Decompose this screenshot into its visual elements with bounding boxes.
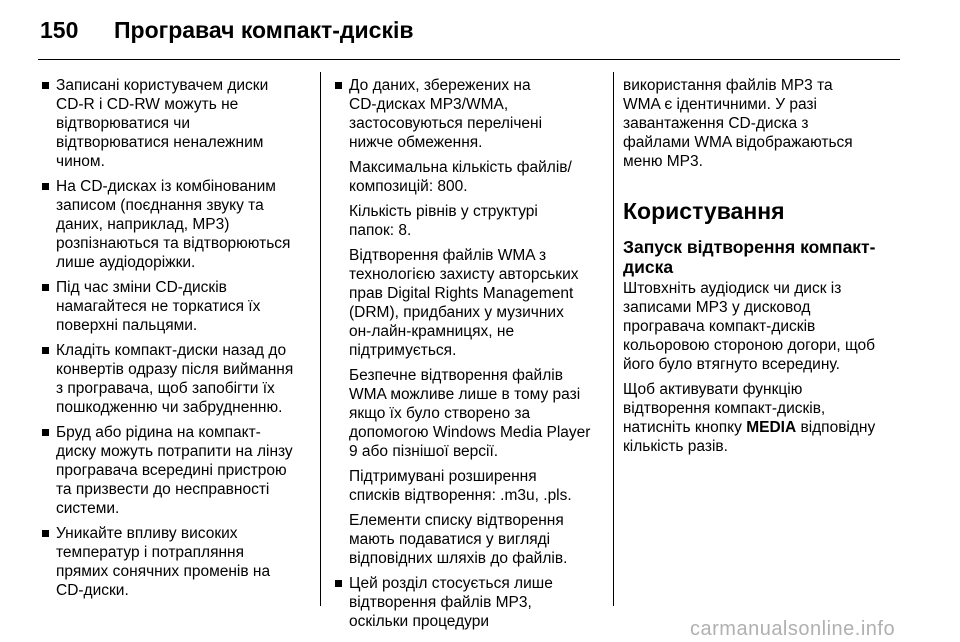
section-heading: Користування [623, 198, 785, 224]
header-rule [38, 59, 900, 60]
list-item: До даних, збережених на CD-дисках MP3/WMA, застосовуються перелічені нижче обмеження. [333, 76, 605, 152]
list-item: Кладіть компакт-диски назад до конвертів одразу після виймання з програвача, щоб запобігти їх пошкодженню чи забрудненню. [40, 341, 312, 417]
list-item: Під час зміни CD-дисків намагайтеся не торкатися їх поверхні пальцями. [40, 278, 312, 335]
column-divider-1 [320, 72, 321, 606]
paragraph: Безпечне відтворення файлів WMA можливе лише в тому разі якщо їх було створено за допомогою Windows Media Player 9 або пізнішої версії. [349, 367, 591, 460]
paragraph [623, 380, 905, 456]
list-item: Цей розділ стосується лише відтворення файлів MP3, оскільки процедури [333, 574, 605, 631]
paragraph: Максимальна кількість файлів/ композицій: 800. [349, 159, 572, 195]
paragraph-text: відповідну кількість разів. [623, 419, 876, 455]
column-3 [623, 76, 905, 462]
paragraph: Кількість рівнів у структурі папок: 8. [349, 203, 538, 239]
watermark: carmanualsonline.info [690, 618, 896, 640]
page-header [40, 10, 414, 50]
paragraph: Відтворення файлів WMA з технологією захисту авторських прав Digital Rights Management (DRM), придбаних у музичних он-лайн-крамницях, не підтримується. [349, 247, 579, 359]
list-item: Уникайте впливу високих температур і потрапляння прямих сонячних променів на CD-диски. [40, 524, 312, 600]
paragraph-text: Щоб активувати функцію відтворення компакт-дисків, натисніть кнопку [623, 381, 826, 436]
paragraph: Елементи списку відтворення мають подаватися у вигляді відповідних шляхів до файлів. [349, 512, 568, 567]
column-2 [333, 76, 605, 637]
column-1 [40, 76, 312, 606]
list-item: На CD-дисках із комбінованим записом (поєднання звуку та даних, наприклад, MP3) розпізнаються та відтворюються лише аудіодоріжки. [40, 177, 312, 272]
paragraph: Підтримувані розширення списків відтворення: .m3u, .pls. [349, 468, 572, 504]
paragraph: використання файлів MP3 та WMA є ідентичними. У разі завантаження CD-диска з файлами WMA відображаються меню MP3. [623, 77, 853, 170]
list-item: Бруд або рідина на компакт- диску можуть потрапити на лінзу програвача всередині пристрою та призвести до несправності системи. [40, 423, 312, 518]
subsection-heading: Запуск відтворення компакт- диска [623, 237, 876, 277]
paragraph: Штовхніть аудіодиск чи диск із записами MP3 у дисковод програвача компакт-дисків кольоровою стороною догори, щоб його було втягнуто всередину. [623, 280, 876, 373]
page-title: Програвач компакт-дисків [114, 17, 414, 43]
column-divider-2 [613, 72, 614, 606]
page-number: 150 [40, 17, 79, 43]
list-item: Записані користувачем диски CD-R і CD-RW можуть не відтворюватися чи відтворюватися неналежним чином. [40, 76, 312, 171]
media-button-label: MEDIA [746, 419, 797, 436]
